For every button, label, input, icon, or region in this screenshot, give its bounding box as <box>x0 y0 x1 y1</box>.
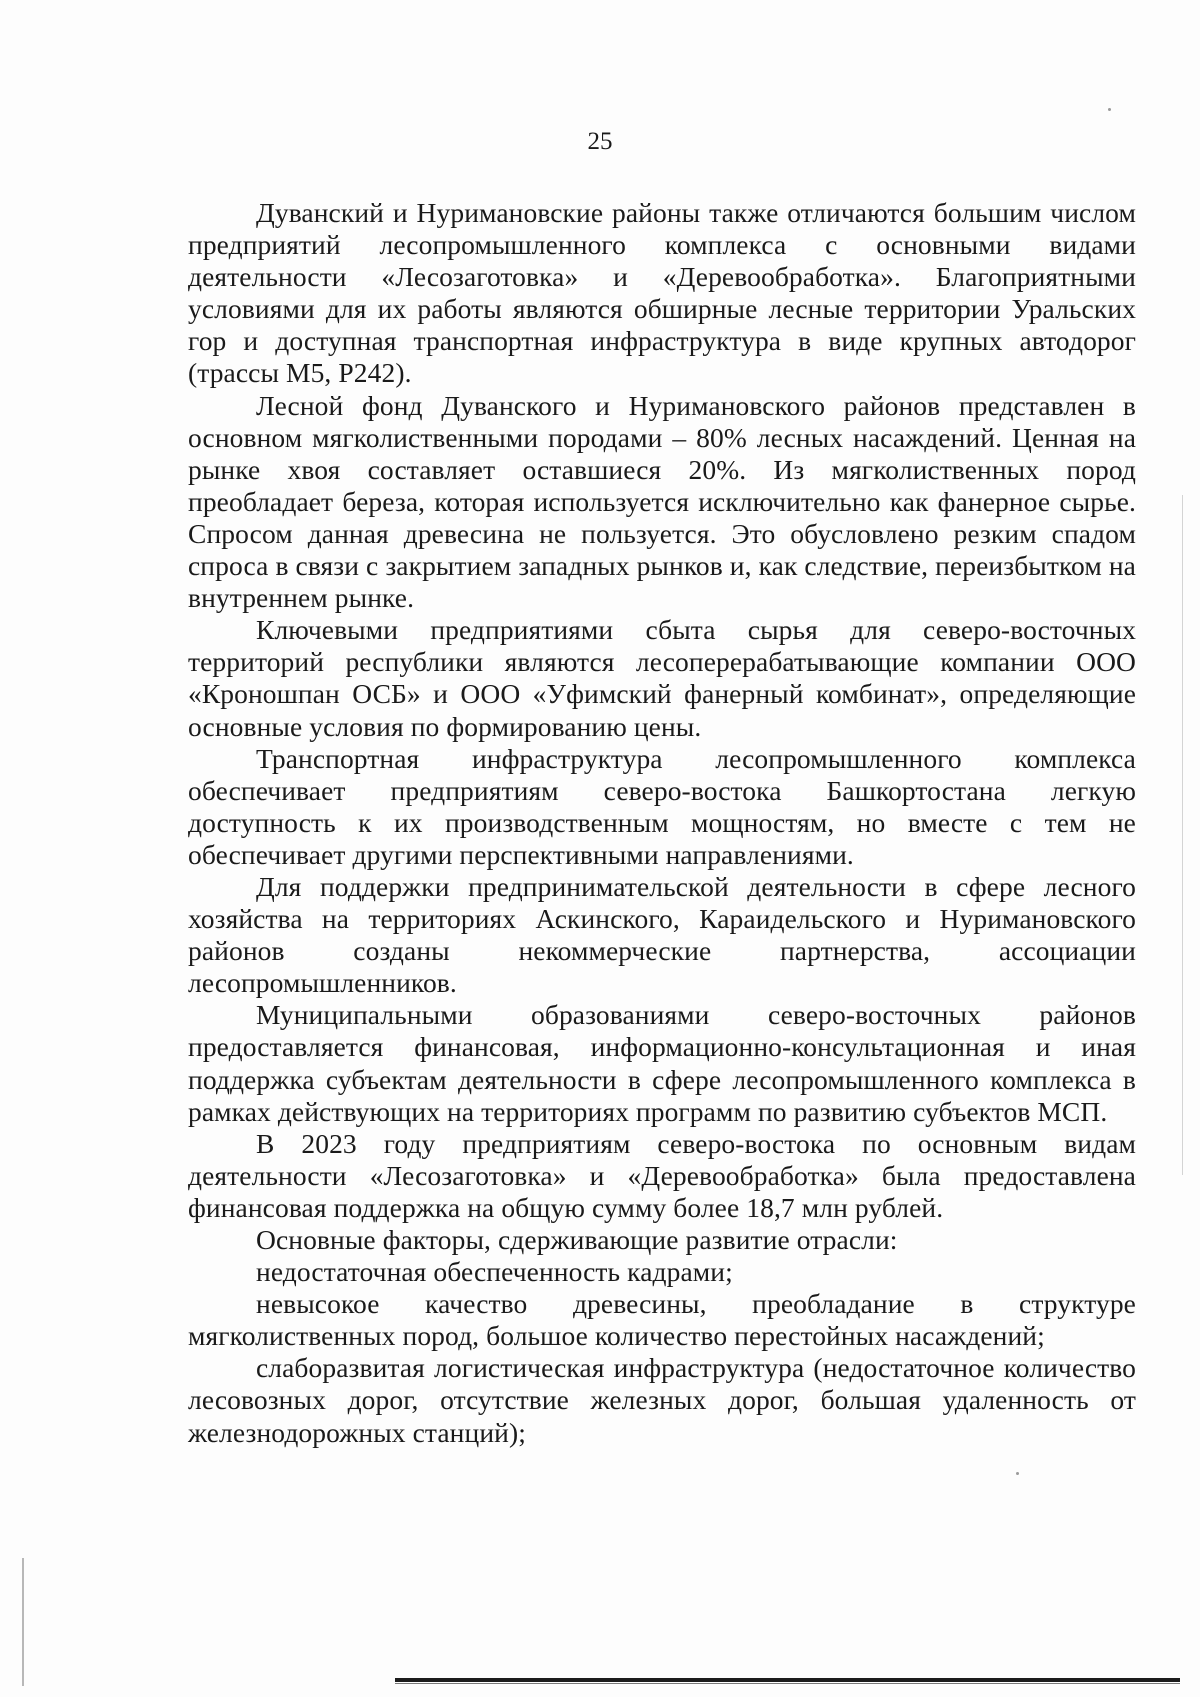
paragraph-key-buyers: Ключевыми предприятиями сбыта сырья для северо-восточных территорий республики являются лесоперерабатывающие компании ООО «Кроношпан ОСБ» и ООО «Уфимский фанерный комбинат», определяющие основные условия по формированию цены. <box>188 614 1136 742</box>
scan-artifact-left-edge <box>22 1558 24 1686</box>
scan-artifact-right-edge <box>1182 495 1183 1175</box>
paragraph-business-support: Для поддержки предпринимательской деятельности в сфере лесного хозяйства на территориях Аскинского, Караидельского и Нуримановского районов созданы некоммерческие партнерства, ассоциации лесопромышленников. <box>188 870 1136 999</box>
paragraph-duvan-nuriman-enterprises: Дуванский и Нуримановские районы также отличаются большим числом предприятий лесопромышленного комплекса с основными видами деятельности «Лесозаготовка» и «Деревообработка». Благоприятными условиями для их работы являются обширные лесные территории Уральских гор и доступная транспортная инфраструктура в виде крупных автодорог (трассы М5, Р242). <box>188 197 1136 389</box>
bottom-rule <box>395 1678 1180 1682</box>
list-item-wood-quality: невысокое качество древесины, преобладание в структуре мягколиственных пород, большое количество перестойных насаждений; <box>188 1288 1136 1352</box>
scan-speck <box>1016 1472 1019 1475</box>
page-number: 25 <box>587 128 613 155</box>
scan-speck <box>1108 108 1111 111</box>
paragraph-factors-heading: Основные факторы, сдерживающие развитие отрасли: <box>256 1224 898 1255</box>
paragraph-financial-support-2023: В 2023 году предприятиям северо-востока по основным видам деятельности «Лесозаготовка» и «Деревообработка» была предоставлена финансовая поддержка на общую сумму более 18,7 млн рублей. <box>188 1127 1136 1223</box>
bottom-rule-shadow <box>395 1683 1180 1684</box>
paragraph-forest-fund: Лесной фонд Дуванского и Нуримановского районов представлен в основном мягколиственными породами – 80% лесных насаждений. Ценная на рынке хвоя составляет оставшиеся 20%. Из мягколиственных пород преобладает береза, которая используется исключительно как фанерное сырье. Спросом данная древесина не пользуется. Это обусловлено резким спадом спроса в связи с закрытием западных рынков и, как следствие, переизбытком на внутреннем рынке. <box>188 389 1136 614</box>
list-item-staffing: недостаточная обеспеченность кадрами; <box>256 1256 733 1288</box>
list-item-logistics: слаборазвитая логистическая инфраструктура (недостаточное количество лесовозных дорог, отсутствие железных дорог, большая удаленность от железнодорожных станций); <box>188 1352 1136 1448</box>
paragraph-municipal-support: Муниципальными образованиями северо-восточных районов предоставляется финансовая, информационно-консультационная и иная поддержка субъектам деятельности в сфере лесопромышленного комплекса в рамках действующих на территориях программ по развитию субъектов МСП. <box>188 999 1136 1127</box>
document-body <box>188 197 1136 1449</box>
paragraph-transport-infrastructure: Транспортная инфраструктура лесопромышленного комплекса обеспечивает предприятиям северо-востока Башкортостана легкую доступность к их производственным мощностям, но вместе с тем не обеспечивает другими перспективными направлениями. <box>188 742 1136 870</box>
